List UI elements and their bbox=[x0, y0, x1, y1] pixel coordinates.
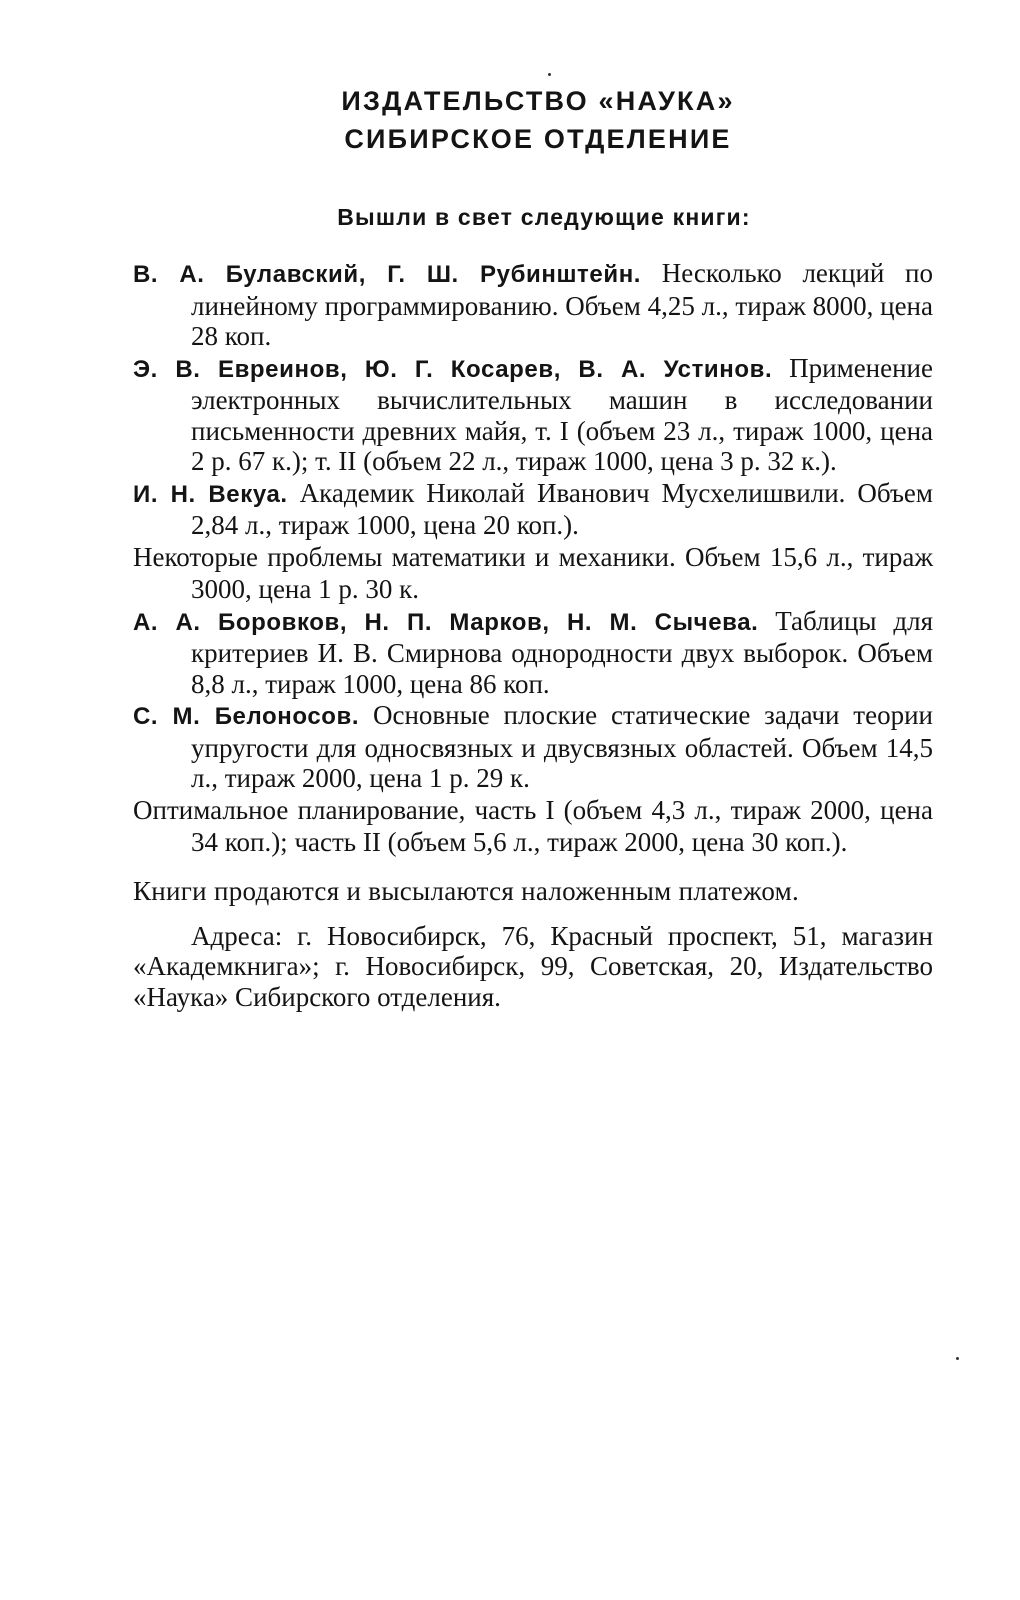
book-entry bbox=[133, 353, 933, 477]
book-entry bbox=[133, 795, 933, 858]
print-speck bbox=[548, 73, 551, 76]
book-details: Несколько лекций по линейному программированию. Объем 4,25 л., тираж 8000, цена 28 коп. bbox=[191, 258, 933, 351]
book-details: Основные плоские статические задачи теории упругости для односвязных и двусвязных областей. Объем 14,5 л., тираж 2000, цена 1 р. 29 к. bbox=[191, 700, 933, 793]
book-authors: Э. В. Евреинов, Ю. Г. Косарев, В. А. Устинов. bbox=[133, 355, 773, 383]
book-list bbox=[133, 258, 933, 858]
address-block: Адреса: г. Новосибирск, 76, Красный проспект, 51, магазин «Академкнига»; г. Новосибирск, 99, Советская, 20, Издательство «Наука» Сибирского отделения. bbox=[133, 920, 933, 1012]
book-details: Академик Николай Иванович Мусхелишвили. Объем 2,84 л., тираж 1000, цена 20 коп.). bbox=[191, 477, 933, 540]
book-authors: И. Н. Векуа. bbox=[133, 480, 288, 508]
book-details: Некоторые проблемы математики и механики. Объем 15,6 л., тираж 3000, цена 1 р. 30 к. bbox=[133, 541, 933, 604]
book-details: Таблицы для критериев И. В. Смирнова однородности двух выборок. Объем 8,8 л., тираж 1000, цена 86 коп. bbox=[191, 605, 933, 699]
sales-note: Книги продаются и высылаются наложенным платежом. bbox=[133, 875, 800, 906]
announcement-page bbox=[133, 82, 933, 1012]
publisher-division: СИБИРСКОЕ ОТДЕЛЕНИЕ bbox=[344, 124, 732, 154]
book-authors: А. А. Боровков, Н. П. Марков, Н. М. Сычева. bbox=[133, 608, 759, 636]
book-entry bbox=[133, 700, 933, 794]
book-entry bbox=[133, 258, 933, 352]
book-entry bbox=[133, 478, 933, 541]
publisher-name: ИЗДАТЕЛЬСТВО «НАУКА» bbox=[341, 86, 735, 116]
list-heading: Вышли в свет следующие книги: bbox=[337, 204, 751, 230]
book-details: Оптимальное планирование, часть I (объем 4,3 л., тираж 2000, цена 34 коп.); часть II (объем 5,6 л., тираж 2000, цена 30 коп.). bbox=[133, 794, 933, 857]
book-authors: С. М. Белоносов. bbox=[133, 703, 360, 730]
book-details: Применение электронных вычислительных машин в исследовании письменности древних майя, т. I (объем 23 л., тираж 1000, цена 2 р. 67 к.); т. II (объем 22 л., тираж 1000, цена 3 р. 32 к.). bbox=[191, 352, 933, 476]
print-speck bbox=[956, 1357, 959, 1360]
book-authors: В. А. Булавский, Г. Ш. Рубинштейн. bbox=[133, 261, 642, 288]
book-entry bbox=[133, 542, 933, 605]
book-entry bbox=[133, 606, 933, 700]
